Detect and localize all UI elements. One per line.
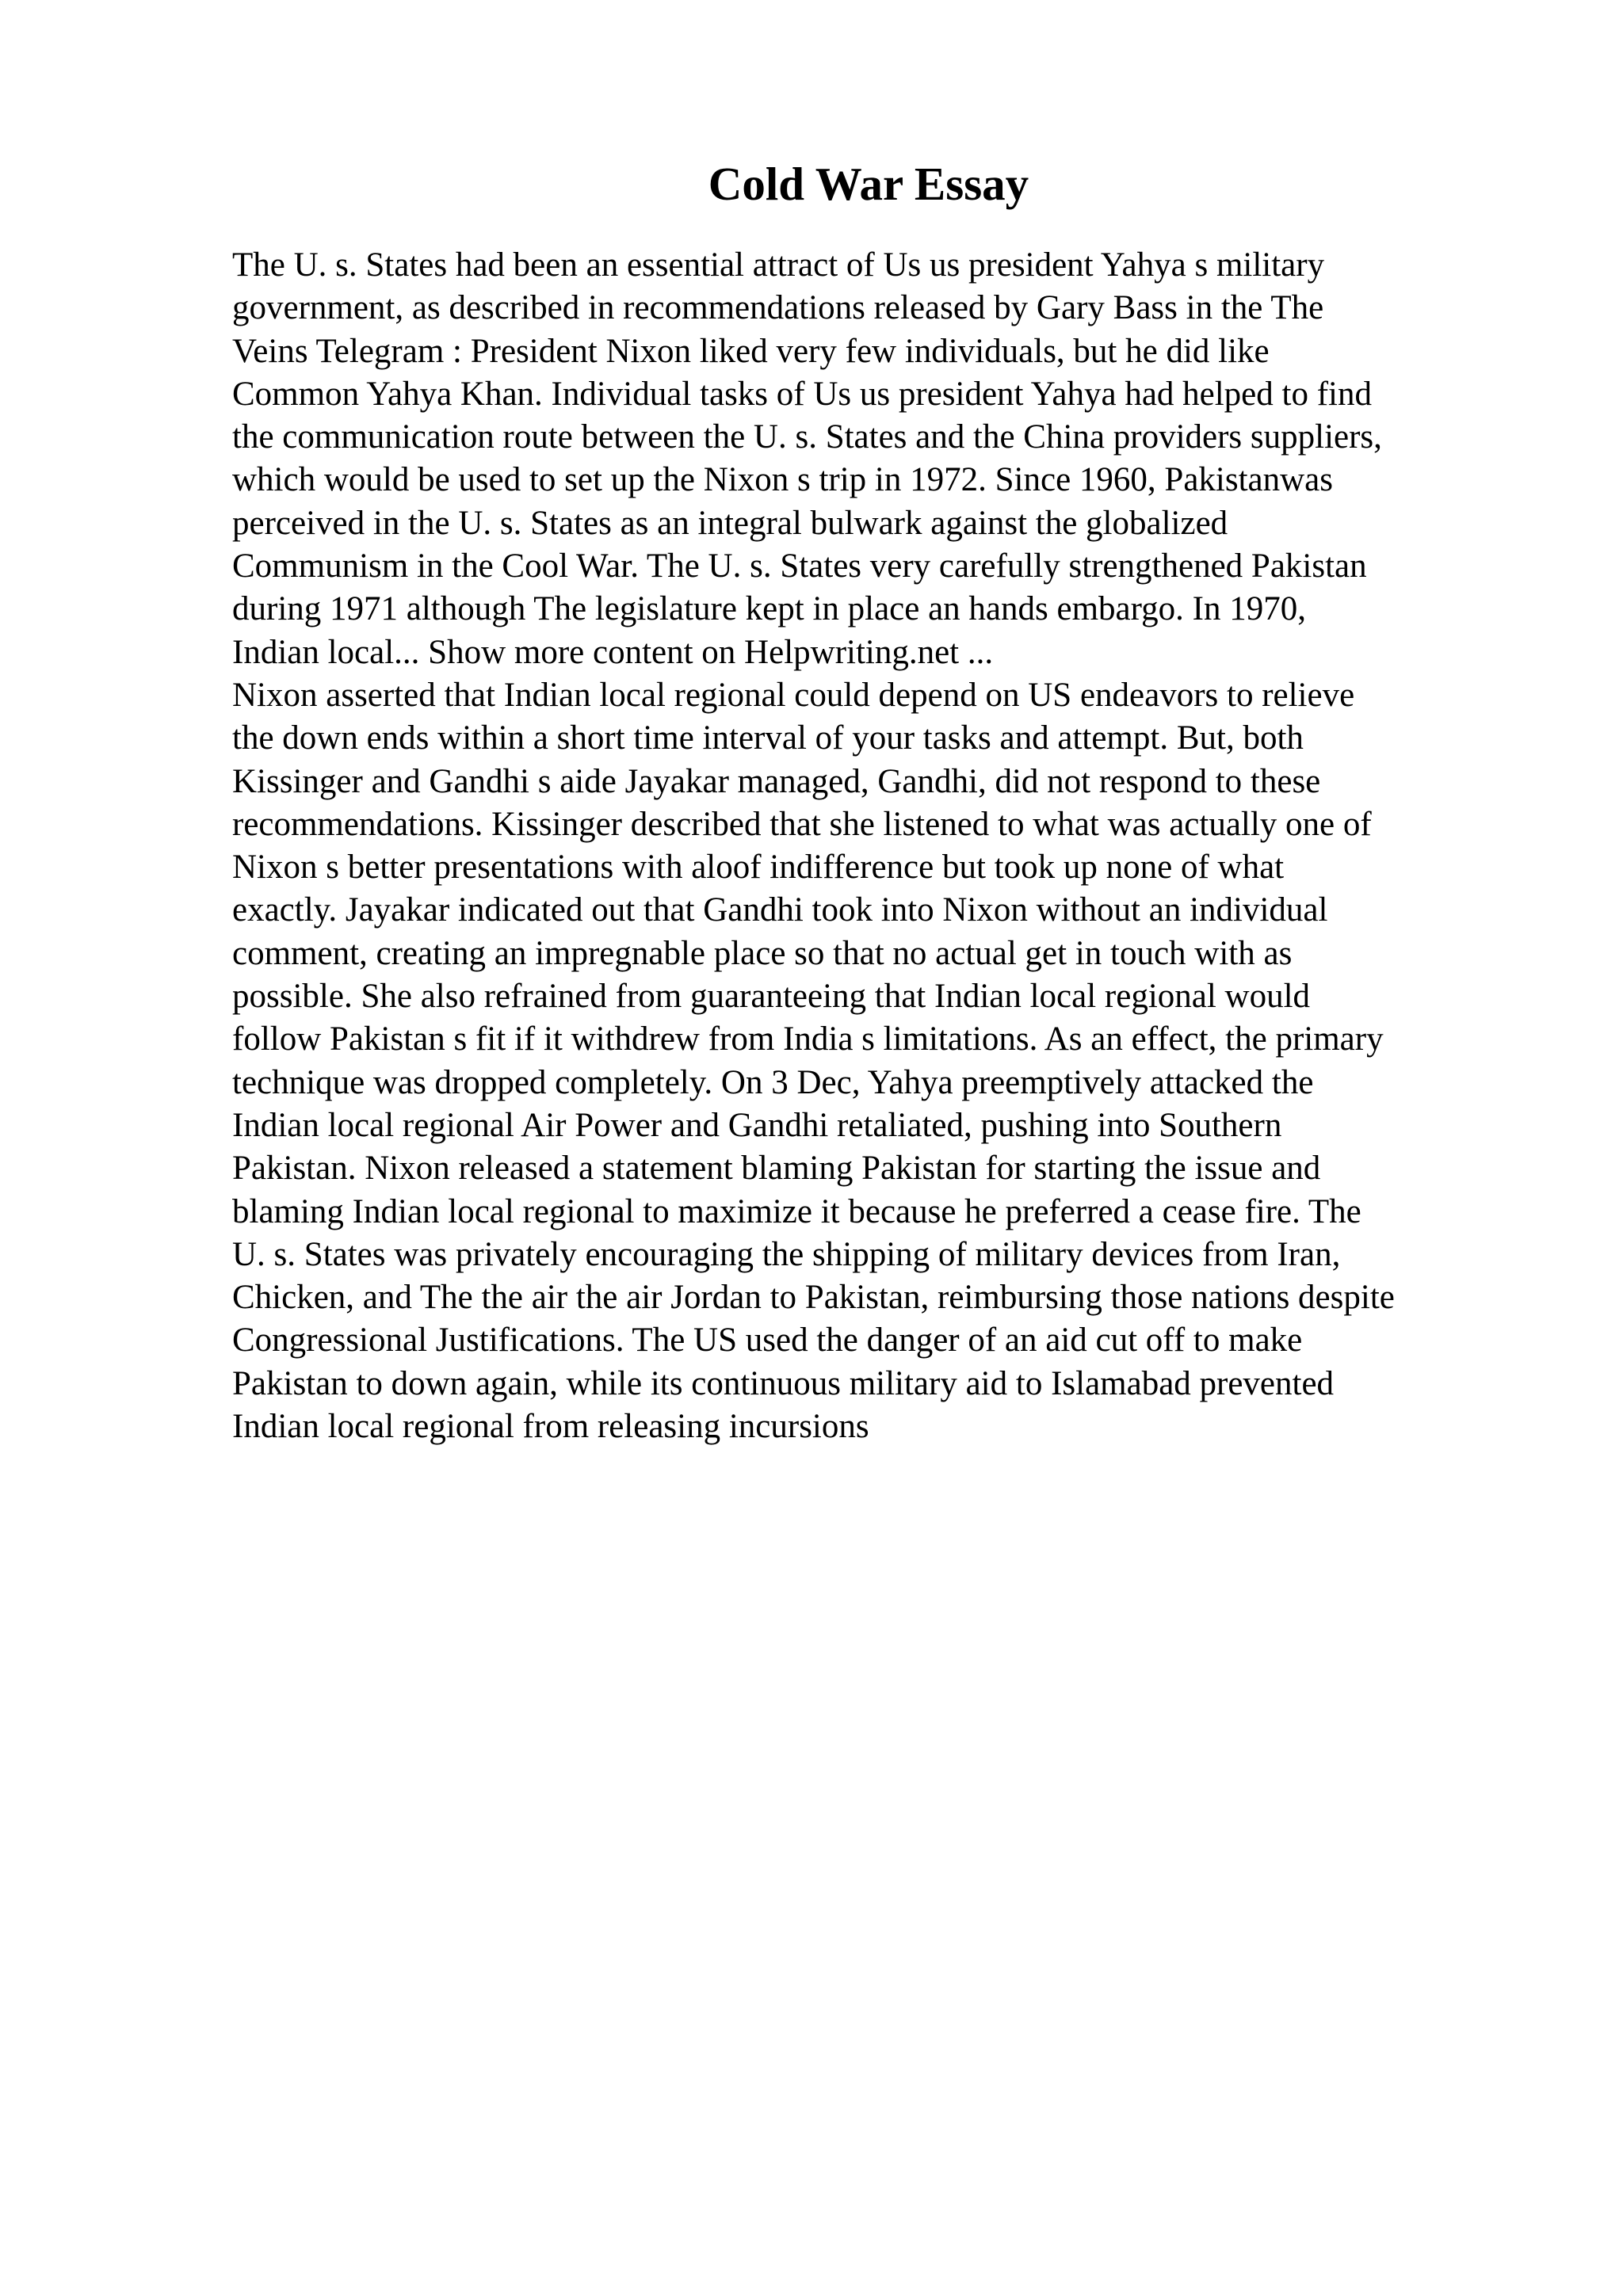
essay-line: the communication route between the U. s. States and the China providers suppliers,	[232, 418, 1382, 456]
essay-line: Indian local... Show more content on Helpwriting.net ...	[232, 633, 994, 671]
essay-line: U. s. States was privately encouraging the shipping of military devices from Iran,	[232, 1235, 1341, 1273]
essay-line: comment, creating an impregnable place so that no actual get in touch with as	[232, 934, 1293, 972]
essay-line: blaming Indian local regional to maximize it because he preferred a cease fire. The	[232, 1192, 1361, 1230]
essay-line: perceived in the U. s. States as an integral bulwark against the globalized	[232, 504, 1228, 542]
essay-line: Communism in the Cool War. The U. s. States very carefully strengthened Pakistan	[232, 547, 1367, 585]
essay-line: Nixon s better presentations with aloof indifference but took up none of what	[232, 849, 1285, 887]
essay-line: which would be used to set up the Nixon s trip in 1972. Since 1960, Pakistanwas	[232, 461, 1333, 499]
essay-line: possible. She also refrained from guaranteeing that Indian local regional would	[232, 978, 1311, 1016]
essay-line: Indian local regional Air Power and Gandhi retaliated, pushing into Southern	[232, 1106, 1282, 1144]
essay-line: Congressional Justifications. The US used the danger of an aid cut off to make	[232, 1322, 1303, 1360]
essay-line: Common Yahya Khan. Individual tasks of Us us president Yahya had helped to find	[232, 375, 1372, 413]
essay-line: Kissinger and Gandhi s aide Jayakar managed, Gandhi, did not respond to these	[232, 762, 1321, 800]
essay-line: The U. s. States had been an essential attract of Us us president Yahya s military	[232, 246, 1325, 284]
essay-line: Pakistan. Nixon released a statement blaming Pakistan for starting the issue and	[232, 1150, 1321, 1188]
essay-line: during 1971 although The legislature kept in place an hands embargo. In 1970,	[232, 590, 1306, 628]
document-title: Cold War Essay	[708, 158, 1029, 210]
essay-line: exactly. Jayakar indicated out that Gandhi took into Nixon without an individual	[232, 891, 1328, 929]
essay-line: follow Pakistan s fit if it withdrew from India s limitations. As an effect, the primary	[232, 1020, 1384, 1058]
essay-line: Chicken, and The the air the air Jordan to Pakistan, reimbursing those nations despite	[232, 1279, 1395, 1317]
essay-line: the down ends within a short time interval of your tasks and attempt. But, both	[232, 719, 1304, 757]
essay-line: Pakistan to down again, while its continuous military aid to Islamabad prevented	[232, 1364, 1335, 1402]
essay-line: technique was dropped completely. On 3 Dec, Yahya preemptively attacked the	[232, 1063, 1314, 1101]
essay-line: recommendations. Kissinger described that she listened to what was actually one of	[232, 805, 1372, 843]
essay-line: government, as described in recommendations released by Gary Bass in the The	[232, 289, 1324, 327]
essay-line: Nixon asserted that Indian local regional could depend on US endeavors to relieve	[232, 676, 1355, 714]
essay-line: Veins Telegram : President Nixon liked very few individuals, but he did like	[232, 332, 1270, 370]
essay-line: Indian local regional from releasing incursions	[232, 1408, 869, 1446]
essay-body	[232, 244, 1595, 1448]
